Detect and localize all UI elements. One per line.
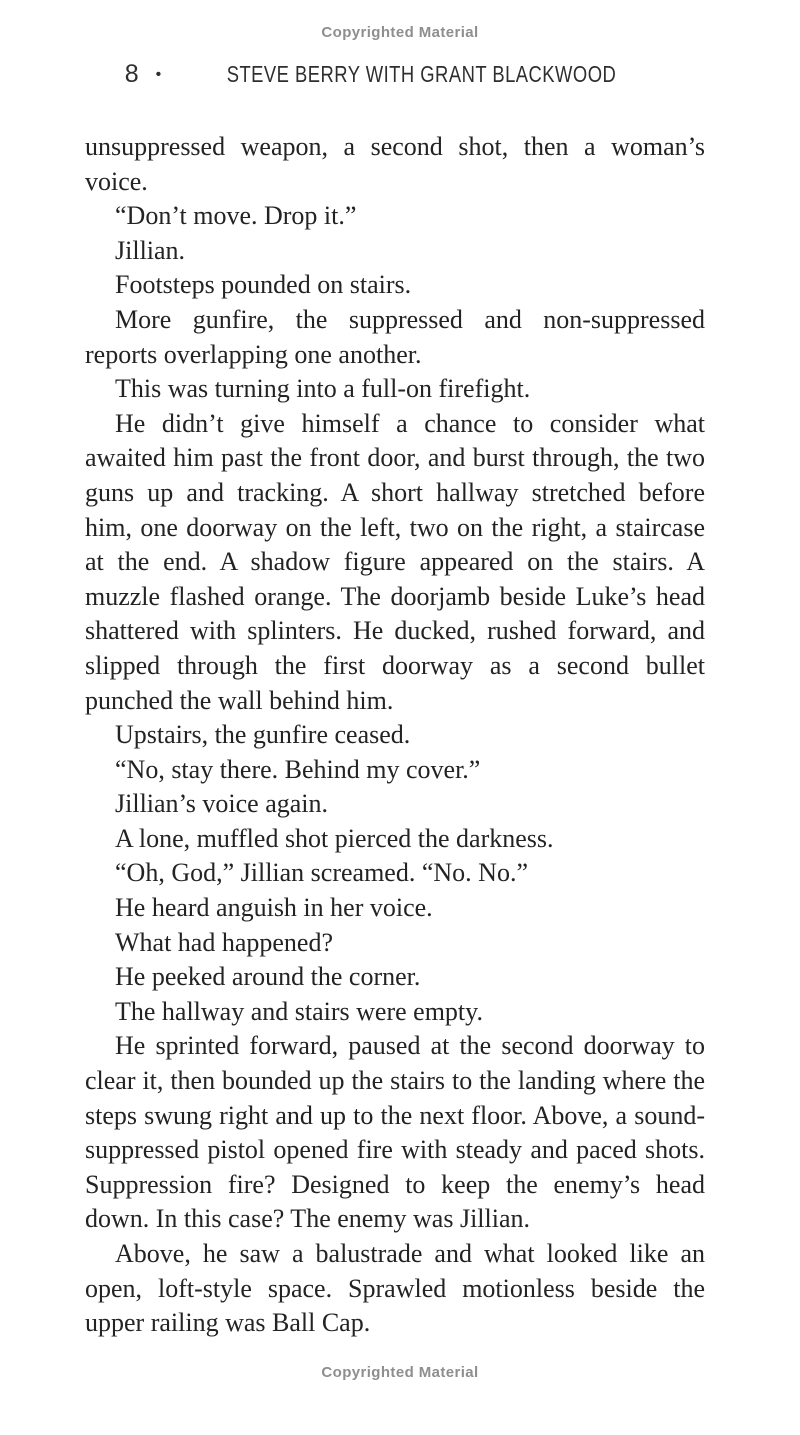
paragraph: This was turning into a full-on firefight. xyxy=(115,374,531,404)
paragraph: Jillian’s voice again. xyxy=(115,789,329,819)
paragraph: He heard anguish in her voice. xyxy=(115,893,433,923)
paragraph: He didn’t give himself a chance to consider what awaited him past the front door, and burst through, the two guns up and tracking. A short hallway stretched before him, one doorway on the left, two on the right, a staircase at the end. A shadow figure appeared on the stairs. A muzzle flashed orange. The doorjamb beside Luke’s head shattered with splinters. He ducked, rushed forward, and slipped through the first doorway as a second bullet punched the wall behind him. xyxy=(85,408,705,715)
paragraph: The hallway and stairs were empty. xyxy=(115,996,483,1026)
paragraph: He peeked around the corner. xyxy=(115,962,421,992)
paragraph: “Oh, God,” Jillian screamed. “No. No.” xyxy=(115,858,528,888)
copyright-notice-top: Copyrighted Material xyxy=(321,24,479,41)
running-head-title: STEVE BERRY WITH GRANT BLACKWOOD xyxy=(226,61,617,87)
paragraph: Jillian. xyxy=(115,235,186,265)
paragraph: “No, stay there. Behind my cover.” xyxy=(115,754,481,784)
page-body xyxy=(85,130,705,1341)
bullet-separator-icon: • xyxy=(155,66,162,83)
paragraph: Above, he saw a balustrade and what looked like an open, loft-style space. Sprawled motionless beside the upper railing was Ball Cap. xyxy=(85,1239,705,1338)
page-number: 8 xyxy=(124,60,139,88)
paragraph: unsuppressed weapon, a second shot, then a woman’s voice. xyxy=(85,132,705,196)
copyright-notice-bottom: Copyrighted Material xyxy=(321,1364,479,1381)
paragraph: More gunfire, the suppressed and non-suppressed reports overlapping one another. xyxy=(85,304,705,369)
running-head xyxy=(85,62,705,87)
paragraph: Footsteps pounded on stairs. xyxy=(115,270,412,300)
paragraph: “Don’t move. Drop it.” xyxy=(115,201,357,231)
paragraph: Upstairs, the gunfire ceased. xyxy=(115,720,411,750)
paragraph: A lone, muffled shot pierced the darkness. xyxy=(115,823,554,853)
paragraph: He sprinted forward, paused at the second doorway to clear it, then bounded up the stairs to the landing where the steps swung right and up to the next floor. Above, a sound-suppressed pistol opened fire with steady and paced shots. Suppression fire? Designed to keep the enemy’s head down. In this case? The enemy was Jillian. xyxy=(85,1031,705,1234)
paragraph: What had happened? xyxy=(115,927,334,957)
